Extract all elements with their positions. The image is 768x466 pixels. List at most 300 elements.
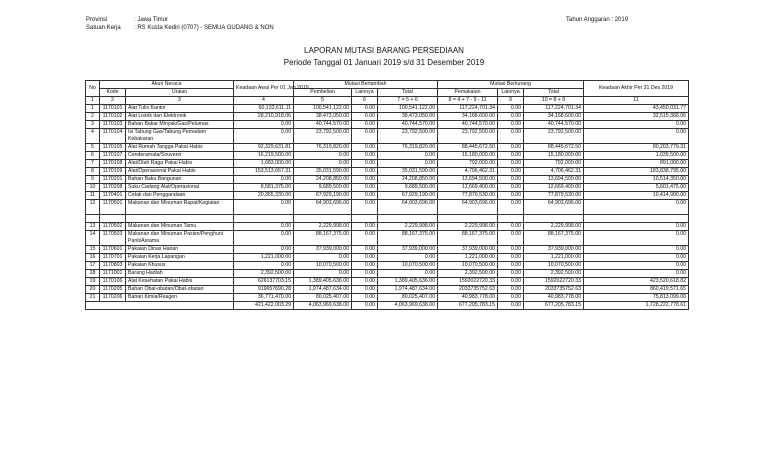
cell-awal: 28,210,918.06 <box>234 113 294 121</box>
cell-kode: 1170201 <box>100 176 126 184</box>
cell-lain: 0.00 <box>352 184 378 192</box>
cell-lain2: 0.00 <box>498 113 524 121</box>
cell-lain2: 0.00 <box>498 121 524 129</box>
cell-uraian: Makanan dan Minuman Rapat/Kegiatan <box>126 200 234 215</box>
cell-pakai: 792,000.00 <box>438 160 498 168</box>
cell-akhir: 860,419,571.65 <box>584 286 689 294</box>
cell-lain2: 0.00 <box>498 294 524 302</box>
cell-kode: 1170108 <box>100 160 126 168</box>
cell-beli: 80,025,407.00 <box>294 294 352 302</box>
table-row <box>86 270 689 278</box>
cell-lain: 0.00 <box>352 113 378 121</box>
cell-akhir: 80,203,779.31 <box>584 144 689 152</box>
cell-awal: 16,219,500.00 <box>234 152 294 160</box>
cell-uraian: Alat Kesehatan Pakai Habis <box>126 278 234 286</box>
cell-akhir: 0.00 <box>584 223 689 231</box>
cell-awal: 0.00 <box>234 129 294 144</box>
cell-no: 17 <box>86 262 100 270</box>
provinsi-label: Provinsi <box>86 17 108 23</box>
cell-total2: 117,224,701.34 <box>524 105 584 113</box>
cell-lain2: 0.00 <box>498 129 524 144</box>
cell-kode: 1170501 <box>100 200 126 215</box>
cell-akhir: 5,601,475.00 <box>584 184 689 192</box>
table-row <box>86 254 689 262</box>
header-mutasi-berkurang: Mutasi Berkurang <box>438 81 584 89</box>
cell-akhir: 183,838,795.00 <box>584 168 689 176</box>
cell-lain2: 0.00 <box>498 184 524 192</box>
satuan-kerja-value: : RS Kusta Kediri (0707) - SEMUA GUDANG & NON <box>134 25 274 31</box>
cell-pakai: 1592022720.33 <box>438 278 498 286</box>
cell-awal: 0.00 <box>234 262 294 270</box>
header-no: No <box>86 81 100 97</box>
header-mutasi-bertambah: Mutasi Bertambah <box>294 81 438 89</box>
cell-awal: 36,771,470.00 <box>234 294 294 302</box>
cell-uraian: Makanan dan Minuman Pasien/Penghuni Panti/Asrama <box>126 231 234 246</box>
cell-lain2: 0.00 <box>498 176 524 184</box>
cell-total: 0.00 <box>378 160 438 168</box>
table-row <box>86 200 689 215</box>
cell-awal: 0.00 <box>234 200 294 215</box>
cell-lain: 0.00 <box>352 168 378 176</box>
cell-kode: 1170701 <box>100 254 126 262</box>
cell-total2: 792,000.00 <box>524 160 584 168</box>
cell-kode: 1170101 <box>100 105 126 113</box>
cell-total: 0.00 <box>378 270 438 278</box>
cell-uraian: Pakaian Dinas Harian <box>126 246 234 254</box>
cell-pakai: 40,744,570.00 <box>438 121 498 129</box>
cell-awal: 60,133,611.11 <box>234 105 294 113</box>
cell-lain2: 0.00 <box>498 231 524 246</box>
cell-kode: 1170106 <box>100 278 126 286</box>
report-title: LAPORAN MUTASI BARANG PERSEDIAAN <box>304 46 464 55</box>
cell-akhir: 75,813,099.00 <box>584 294 689 302</box>
cell-total: 88,167,375.00 <box>378 231 438 246</box>
index-cell: 1 <box>86 97 100 105</box>
cell-akhir: 0.00 <box>584 262 689 270</box>
total-pembelian: 4,063,969,638.00 <box>294 302 352 310</box>
cell-total: 2,229,998.00 <box>378 223 438 231</box>
cell-beli: 1,974,487,634.00 <box>294 286 352 294</box>
cell-awal: 0.00 <box>234 223 294 231</box>
cell-total2: 77,879,530.00 <box>524 192 584 200</box>
cell-kode: 1170105 <box>100 144 126 152</box>
table-row <box>86 152 689 160</box>
index-cell: 2 <box>100 97 126 105</box>
cell-lain: 0.00 <box>352 294 378 302</box>
cell-kode: 1170107 <box>100 152 126 160</box>
satuan-kerja-label: Satuan Kerja <box>86 25 121 31</box>
cell-akhir: 0.00 <box>584 270 689 278</box>
cell-akhir: 423,520,618.82 <box>584 278 689 286</box>
header-akun-neraca: Akun Neraca <box>100 81 234 89</box>
total-awal: 421,422,003.29 <box>234 302 294 310</box>
cell-uraian: Barang Hadiah <box>126 270 234 278</box>
total-total: 4,063,969,638.00 <box>378 302 438 310</box>
cell-uraian: Alat Listrik dan Elektronik <box>126 113 234 121</box>
cell-beli: 23,792,500.00 <box>294 129 352 144</box>
cell-lain2: 0.00 <box>498 286 524 294</box>
cell-total: 1,974,487,634.00 <box>378 286 438 294</box>
cell-total2: 1592022720.33 <box>524 278 584 286</box>
cell-total2: 88,445,672.50 <box>524 144 584 152</box>
cell-no: 14 <box>86 231 100 246</box>
cell-awal: 919657690.28 <box>234 286 294 294</box>
total-akhir: 1,728,222,778.61 <box>584 302 689 310</box>
spacer-cell <box>294 215 352 223</box>
cell-lain: 0.00 <box>352 144 378 152</box>
cell-lain: 0.00 <box>352 278 378 286</box>
cell-no: 3 <box>86 121 100 129</box>
index-cell: 7 = 5 + 6 <box>378 97 438 105</box>
cell-total2: 64,903,696.00 <box>524 200 584 215</box>
index-cell: 5 <box>294 97 352 105</box>
cell-total2: 23,792,500.00 <box>524 129 584 144</box>
spacer-cell <box>584 215 689 223</box>
cell-pakai: 40,983,778.00 <box>438 294 498 302</box>
tahun-anggaran: Tahun Anggaran : 2019 <box>566 17 629 23</box>
cell-beli: 2,229,998.00 <box>294 223 352 231</box>
cell-beli: 1,389,405,636.00 <box>294 278 352 286</box>
cell-lain2: 0.00 <box>498 270 524 278</box>
cell-awal: 2,392,500.00 <box>234 270 294 278</box>
cell-lain: 0.00 <box>352 231 378 246</box>
table-row <box>86 105 689 113</box>
spacer-cell <box>524 215 584 223</box>
cell-total: 24,208,850.00 <box>378 176 438 184</box>
cell-beli: 40,744,570.00 <box>294 121 352 129</box>
spacer-cell <box>86 215 100 223</box>
total-row <box>86 302 689 310</box>
total-pemakaian: 677,205,783.15 <box>438 302 498 310</box>
cell-total: 64,903,696.00 <box>378 200 438 215</box>
cell-total: 67,929,190.00 <box>378 192 438 200</box>
cell-kode: 1170601 <box>100 246 126 254</box>
cell-beli: 35,031,590.00 <box>294 168 352 176</box>
cell-lain: 0.00 <box>352 160 378 168</box>
cell-akhir: 43,450,031.77 <box>584 105 689 113</box>
cell-uraian: Makanan dan Minuman Tamu <box>126 223 234 231</box>
cell-lain: 0.00 <box>352 223 378 231</box>
cell-beli: 9,689,500.00 <box>294 184 352 192</box>
header-total-kurang: Total <box>524 89 584 97</box>
cell-no: 9 <box>86 176 100 184</box>
cell-beli: 0.00 <box>294 270 352 278</box>
cell-awal: 92,329,631.81 <box>234 144 294 152</box>
cell-lain2: 0.00 <box>498 278 524 286</box>
cell-total2: 40,983,778.00 <box>524 294 584 302</box>
cell-akhir: 891,000.00 <box>584 160 689 168</box>
provinsi-value: : Jawa Timur <box>134 17 169 23</box>
cell-lain: 0.00 <box>352 286 378 294</box>
header-kode: Kode <box>100 89 126 97</box>
cell-lain2: 0.00 <box>498 152 524 160</box>
cell-kode: 1170803 <box>100 262 126 270</box>
cell-no: 16 <box>86 254 100 262</box>
cell-no: 13 <box>86 223 100 231</box>
cell-no: 20 <box>86 286 100 294</box>
cell-akhir: 1,039,500.00 <box>584 152 689 160</box>
cell-awal: 0.00 <box>234 246 294 254</box>
spacer-cell <box>352 215 378 223</box>
cell-lain: 0.00 <box>352 121 378 129</box>
cell-no: 21 <box>86 294 100 302</box>
cell-uraian: Bahan Bakar Minyak/Gas/Pelumas <box>126 121 234 129</box>
cell-total: 9,689,500.00 <box>378 184 438 192</box>
cell-akhir: 0.00 <box>584 121 689 129</box>
cell-total: 1,389,405,636.00 <box>378 278 438 286</box>
cell-kode: 1170102 <box>100 113 126 121</box>
table-row <box>86 160 689 168</box>
cell-lain: 0.00 <box>352 270 378 278</box>
cell-pakai: 1,221,000.00 <box>438 254 498 262</box>
cell-no: 11 <box>86 192 100 200</box>
cell-beli: 38,473,050.00 <box>294 113 352 121</box>
total-label-cell <box>86 302 234 310</box>
cell-beli: 67,929,190.00 <box>294 192 352 200</box>
header-pemakaian: Pemakaian <box>438 89 498 97</box>
spacer-cell <box>100 215 126 223</box>
table-row <box>86 113 689 121</box>
cell-awal: 0.00 <box>234 176 294 184</box>
cell-awal: 153,513,667.31 <box>234 168 294 176</box>
total-lainnya2: 0.00 <box>498 302 524 310</box>
cell-pakai: 10,070,500.00 <box>438 262 498 270</box>
cell-uraian: Bahan Obat-obatan/Obat-obatan <box>126 286 234 294</box>
cell-lain2: 0.00 <box>498 105 524 113</box>
cell-uraian: Alat/Olah Raga Pakai Habis <box>126 160 234 168</box>
cell-lain2: 0.00 <box>498 246 524 254</box>
spacer-cell <box>234 215 294 223</box>
cell-total: 35,031,590.00 <box>378 168 438 176</box>
index-cell: 10 = 8 + 9 <box>524 97 584 105</box>
cell-kode: 1170206 <box>100 294 126 302</box>
cell-no: 15 <box>86 246 100 254</box>
cell-total: 38,473,050.00 <box>378 113 438 121</box>
cell-akhir: 10,414,990.00 <box>584 192 689 200</box>
cell-akhir: 32,515,368.06 <box>584 113 689 121</box>
cell-akhir: 0.00 <box>584 246 689 254</box>
cell-total: 37,939,000.00 <box>378 246 438 254</box>
table-row <box>86 262 689 270</box>
table-row <box>86 129 689 144</box>
cell-total2: 15,180,000.00 <box>524 152 584 160</box>
cell-uraian: Alat/Operasional Pakai Habis <box>126 168 234 176</box>
table-row <box>86 278 689 286</box>
cell-total: 80,025,407.00 <box>378 294 438 302</box>
cell-uraian: Alat Rumah Tangga Pakai Habis <box>126 144 234 152</box>
cell-uraian: Bahan Baku Bangunan <box>126 176 234 184</box>
cell-total: 10,070,500.00 <box>378 262 438 270</box>
table-row <box>86 231 689 246</box>
index-cell: 8 = 4 + 7 - 9 - 11 <box>438 97 498 105</box>
table-body <box>86 105 689 302</box>
header-total-tambah: Total <box>378 89 438 97</box>
header-uraian: Uraian <box>126 89 234 97</box>
cell-awal: 626137703.15 <box>234 278 294 286</box>
header-left <box>86 16 274 32</box>
cell-kode: 1170401 <box>100 192 126 200</box>
cell-total2: 1,221,000.00 <box>524 254 584 262</box>
spacer-cell <box>378 215 438 223</box>
cell-pakai: 4,706,462.31 <box>438 168 498 176</box>
cell-pakai: 34,168,600.00 <box>438 113 498 121</box>
cell-uraian: Cetak dan Penggandaan <box>126 192 234 200</box>
table-row <box>86 121 689 129</box>
index-cell: 11 <box>584 97 689 105</box>
cell-total2: 2,229,998.00 <box>524 223 584 231</box>
cell-uraian: Isi Tabung Gas/Tabung Pemadam Kebakaran <box>126 129 234 144</box>
cell-no: 19 <box>86 278 100 286</box>
cell-pakai: 15,180,000.00 <box>438 152 498 160</box>
cell-awal: 1,221,000.00 <box>234 254 294 262</box>
cell-lain: 0.00 <box>352 129 378 144</box>
cell-no: 18 <box>86 270 100 278</box>
cell-total2: 2,392,500.00 <box>524 270 584 278</box>
cell-awal: 0.00 <box>234 121 294 129</box>
table-row <box>86 223 689 231</box>
cell-beli: 64,903,696.00 <box>294 200 352 215</box>
cell-total2: 10,070,500.00 <box>524 262 584 270</box>
cell-total2: 34,168,600.00 <box>524 113 584 121</box>
cell-no: 4 <box>86 129 100 144</box>
cell-beli: 24,208,850.00 <box>294 176 352 184</box>
total-lainnya: 0.00 <box>352 302 378 310</box>
cell-total: 100,541,122.00 <box>378 105 438 113</box>
cell-pakai: 37,939,000.00 <box>438 246 498 254</box>
cell-total2: 12,669,400.00 <box>524 184 584 192</box>
cell-total2: 40,744,570.00 <box>524 121 584 129</box>
cell-pakai: 64,903,696.00 <box>438 200 498 215</box>
cell-pakai: 88,167,375.00 <box>438 231 498 246</box>
table-row <box>86 176 689 184</box>
cell-no: 5 <box>86 144 100 152</box>
cell-akhir: 0.00 <box>584 129 689 144</box>
cell-lain: 0.00 <box>352 262 378 270</box>
cell-no: 2 <box>86 113 100 121</box>
cell-uraian: Alat Tulis Kantor <box>126 105 234 113</box>
spacer-cell <box>126 215 234 223</box>
cell-total2: 13,694,500.00 <box>524 176 584 184</box>
header-lainnya-kurang: Lainnya <box>498 89 524 97</box>
cell-beli: 88,167,375.00 <box>294 231 352 246</box>
cell-total2: 2033735752.63 <box>524 286 584 294</box>
cell-akhir: 0.00 <box>584 254 689 262</box>
header-keadaan-akhir: Keadaan Akhir Per 31 Des 2019 <box>584 81 689 97</box>
cell-beli: 100,541,122.00 <box>294 105 352 113</box>
cell-kode: 1171001 <box>100 270 126 278</box>
cell-total: 23,792,500.00 <box>378 129 438 144</box>
spacer-cell <box>438 215 498 223</box>
cell-pakai: 12,669,400.00 <box>438 184 498 192</box>
cell-lain2: 0.00 <box>498 223 524 231</box>
cell-kode: 1170208 <box>100 184 126 192</box>
table-row <box>86 144 689 152</box>
total-total2: 677,205,783.15 <box>524 302 584 310</box>
cell-kode: 1170109 <box>100 168 126 176</box>
cell-lain2: 0.00 <box>498 144 524 152</box>
mutation-table <box>85 80 689 310</box>
spacer-cell <box>498 215 524 223</box>
index-cell: 9 <box>498 97 524 105</box>
cell-uraian: Pakaian Kerja Lapangan <box>126 254 234 262</box>
cell-beli: 0.00 <box>294 152 352 160</box>
cell-kode: 1170503 <box>100 231 126 246</box>
cell-beli: 37,939,000.00 <box>294 246 352 254</box>
table-row <box>86 168 689 176</box>
cell-uraian: Cenderamata/Souvenir <box>126 152 234 160</box>
spacer-row <box>86 215 689 223</box>
index-cell: 4 <box>234 97 294 105</box>
cell-kode: 1170502 <box>100 223 126 231</box>
cell-kode: 1170205 <box>100 286 126 294</box>
cell-no: 12 <box>86 200 100 215</box>
cell-pakai: 2,229,998.00 <box>438 223 498 231</box>
cell-lain: 0.00 <box>352 246 378 254</box>
cell-total2: 88,167,375.00 <box>524 231 584 246</box>
header-keadaan-awal: Keadaan Awal Per 01 Jan 2019 <box>234 81 294 97</box>
cell-lain: 0.00 <box>352 105 378 113</box>
header-pembelian: Pembelian <box>294 89 352 97</box>
cell-uraian: Bahan Kimia/Reagen <box>126 294 234 302</box>
cell-akhir: 10,514,350.00 <box>584 176 689 184</box>
cell-beli: 10,070,500.00 <box>294 262 352 270</box>
cell-akhir: 0.00 <box>584 231 689 246</box>
cell-total: 76,319,820.00 <box>378 144 438 152</box>
cell-awal: 8,581,375.00 <box>234 184 294 192</box>
cell-beli: 0.00 <box>294 254 352 262</box>
cell-beli: 76,319,820.00 <box>294 144 352 152</box>
cell-lain2: 0.00 <box>498 262 524 270</box>
cell-lain2: 0.00 <box>498 200 524 215</box>
table-row <box>86 286 689 294</box>
cell-pakai: 2033735752.63 <box>438 286 498 294</box>
index-cell: 3 <box>126 97 234 105</box>
cell-pakai: 2,392,500.00 <box>438 270 498 278</box>
cell-pakai: 117,224,701.34 <box>438 105 498 113</box>
cell-no: 6 <box>86 152 100 160</box>
header-lainnya-tambah: Lainnya <box>352 89 378 97</box>
cell-uraian: Pakaian Khusus <box>126 262 234 270</box>
cell-lain2: 0.00 <box>498 168 524 176</box>
cell-awal: 20,365,330.00 <box>234 192 294 200</box>
table-row <box>86 294 689 302</box>
cell-lain: 0.00 <box>352 192 378 200</box>
table-row <box>86 192 689 200</box>
cell-beli: 0.00 <box>294 160 352 168</box>
table-row <box>86 246 689 254</box>
cell-kode: 1170104 <box>100 129 126 144</box>
cell-akhir: 0.00 <box>584 200 689 215</box>
cell-lain: 0.00 <box>352 152 378 160</box>
report-period: Periode Tanggal 01 Januari 2019 s/d 31 Desember 2019 <box>283 58 485 67</box>
cell-pakai: 77,879,530.00 <box>438 192 498 200</box>
cell-total2: 4,706,462.31 <box>524 168 584 176</box>
cell-total2: 37,939,000.00 <box>524 246 584 254</box>
cell-uraian: Suku Cadang Alat/Operasional <box>126 184 234 192</box>
cell-lain: 0.00 <box>352 176 378 184</box>
cell-awal: 0.00 <box>234 231 294 246</box>
cell-awal: 1,683,000.00 <box>234 160 294 168</box>
cell-no: 10 <box>86 184 100 192</box>
table-row <box>86 184 689 192</box>
cell-kode: 1170103 <box>100 121 126 129</box>
cell-no: 7 <box>86 160 100 168</box>
cell-total: 40,744,570.00 <box>378 121 438 129</box>
cell-total: 0.00 <box>378 152 438 160</box>
cell-lain2: 0.00 <box>498 254 524 262</box>
index-cell: 6 <box>352 97 378 105</box>
cell-lain: 0.00 <box>352 254 378 262</box>
